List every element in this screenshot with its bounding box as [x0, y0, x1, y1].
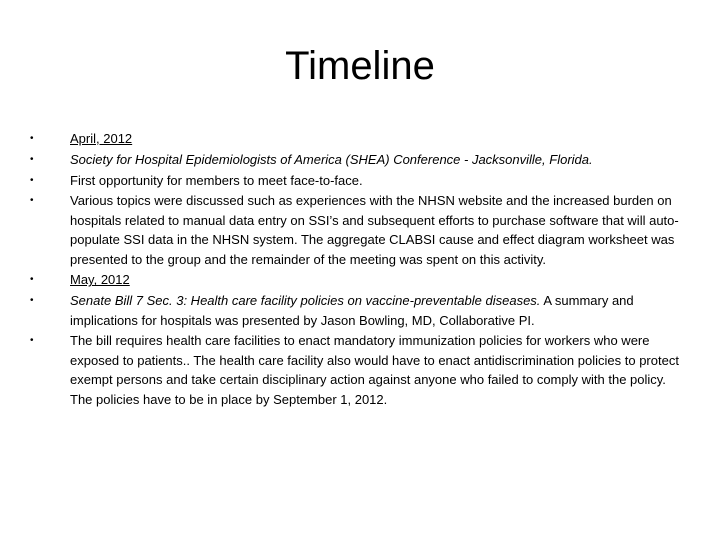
bullet-item-senate-bill — [30, 291, 680, 330]
bullet-item-various-topics — [30, 191, 680, 269]
bullet-dot-icon: • — [30, 335, 34, 347]
bullet-item-april-2012 — [30, 129, 680, 148]
bullet-dot-icon: • — [30, 133, 34, 144]
bullet-text: The bill requires health care facilities to enact mandatory immunization policies for workers who were exposed to patients.. The health care facility also would have to enact antidiscrimination policies to protect exempt persons and take certain disciplinary action against anyone who failed to comply with the policy. The policies have to be in place by September 1, 2012. — [70, 333, 679, 407]
bullet-item-may-2012 — [30, 270, 680, 289]
date-heading-may: May, 2012 — [70, 272, 130, 288]
senate-bill-summary: A summary and implications for hospitals was presented by Jason Bowling, MD, Collaborative PI. — [70, 293, 634, 328]
bullet-dot-icon: • — [30, 295, 34, 307]
bullet-text: Various topics were discussed such as experiences with the NHSN website and the increased burden on hospitals related to manual data entry on SSI’s and subsequent efforts to purchase software that will auto-populate SSI data in the NHSN system. The aggregate CLABSI cause and effect diagram worksheet was presented to the group and the remainder of the meeting was spent on this activity. — [70, 193, 679, 267]
bullet-item-bill-requirements — [30, 331, 680, 409]
senate-bill-title: Senate Bill 7 Sec. 3: Health care facility policies on vaccine-preventable diseases. — [70, 293, 541, 309]
bullet-text: First opportunity for members to meet face-to-face. — [70, 172, 363, 188]
bullet-item-shea-conference — [30, 150, 680, 169]
bullet-dot-icon: • — [30, 274, 34, 286]
conference-text: Society for Hospital Epidemiologists of America (SHEA) Conference - Jacksonville, Florida. — [70, 151, 593, 167]
bullet-dot-icon: • — [30, 174, 34, 186]
slide-title: Timeline — [285, 44, 435, 88]
bullet-dot-icon: • — [30, 153, 34, 165]
bullet-item-first-opportunity — [30, 171, 680, 190]
bullet-list — [30, 129, 680, 410]
bullet-dot-icon: • — [30, 195, 34, 207]
date-heading-april: April, 2012 — [70, 131, 133, 146]
